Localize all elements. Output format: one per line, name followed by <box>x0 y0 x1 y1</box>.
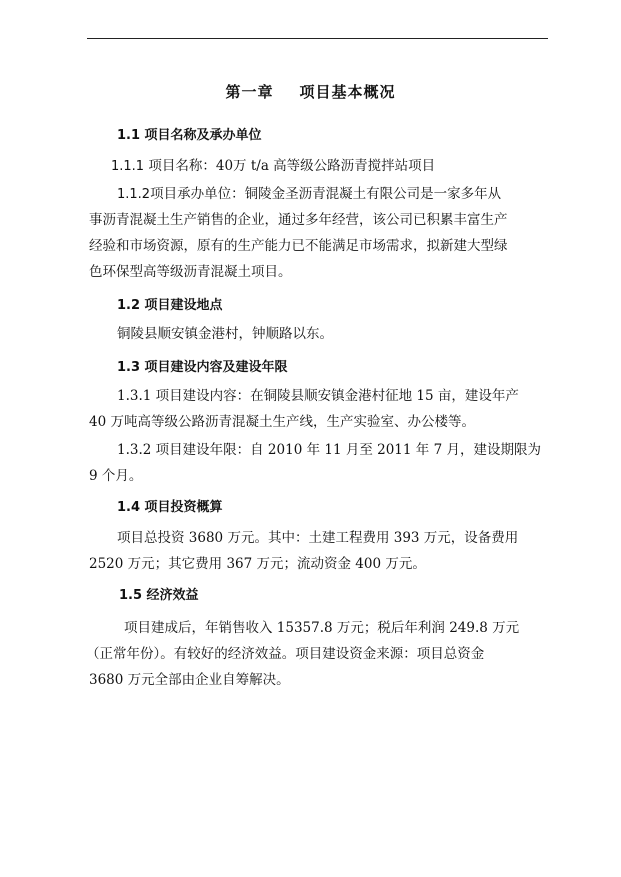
heading-1-4: 1.4 项目投资概算 <box>117 500 223 515</box>
para-1-1-2-line-3: 经验和市场资源，原有的生产能力已不能满足市场需求，拟新建大型绿 <box>89 238 508 254</box>
para-1-1-2-line-4: 色环保型高等级沥青混凝土项目。 <box>89 264 292 280</box>
heading-1-2: 1.2 项目建设地点 <box>117 298 223 313</box>
para-1-5-line-1: 项目建成后，年销售收入 15357.8 万元；税后年利润 249.8 万元 <box>124 620 520 636</box>
heading-1-1: 1.1 项目名称及承办单位 <box>117 128 262 143</box>
para-1-3-2-line-2: 9 个月。 <box>89 468 143 484</box>
chapter-label: 第一章 <box>225 83 274 101</box>
para-1-5-line-3: 3680 万元全部由企业自筹解决。 <box>89 672 290 688</box>
para-1-1-2-text-1: 项目承办单位：铜陵金圣沥青混凝土有限公司是一家多年从 <box>150 186 502 202</box>
para-1-3-1-line-2: 40 万吨高等级公路沥青混凝土生产线，生产实验室、办公楼等。 <box>89 414 475 430</box>
heading-1-5: 1.5 经济效益 <box>119 588 199 603</box>
para-1-1-1-num: 1.1.1 <box>111 159 145 174</box>
para-1-3-2-line-1: 1.3.2 项目建设年限：自 2010 年 11 月至 2011 年 7 月，建设期限为 <box>117 442 541 458</box>
para-1-1-2-line-2: 事沥青混凝土生产销售的企业，通过多年经营，该公司已积累丰富生产 <box>89 212 508 228</box>
header-rule <box>87 38 548 39</box>
para-1-1-2-num: 1.1.2 <box>117 187 151 202</box>
chapter-name: 项目基本概况 <box>299 83 396 101</box>
para-1-4-line-1: 项目总投资 3680 万元。其中：土建工程费用 393 万元，设备费用 <box>117 530 519 546</box>
heading-1-3: 1.3 项目建设内容及建设年限 <box>117 360 288 375</box>
para-1-3-1-line-1: 1.3.1 项目建设内容：在铜陵县顺安镇金港村征地 15 亩，建设年产 <box>117 388 519 404</box>
para-1-1-1-text: 项目名称：40万 t/a 高等级公路沥青搅拌站项目 <box>148 158 436 174</box>
para-1-5-line-2: （正常年份）。有较好的经济效益。项目建设资金来源：项目总资金 <box>86 646 485 662</box>
para-1-1-1 <box>111 157 435 176</box>
chapter-title <box>0 81 621 102</box>
para-1-4-line-2: 2520 万元；其它费用 367 万元；流动资金 400 万元。 <box>89 556 426 572</box>
para-1-1-2-line-1 <box>117 185 501 204</box>
para-1-2: 铜陵县顺安镇金港村，钟顺路以东。 <box>117 326 333 342</box>
